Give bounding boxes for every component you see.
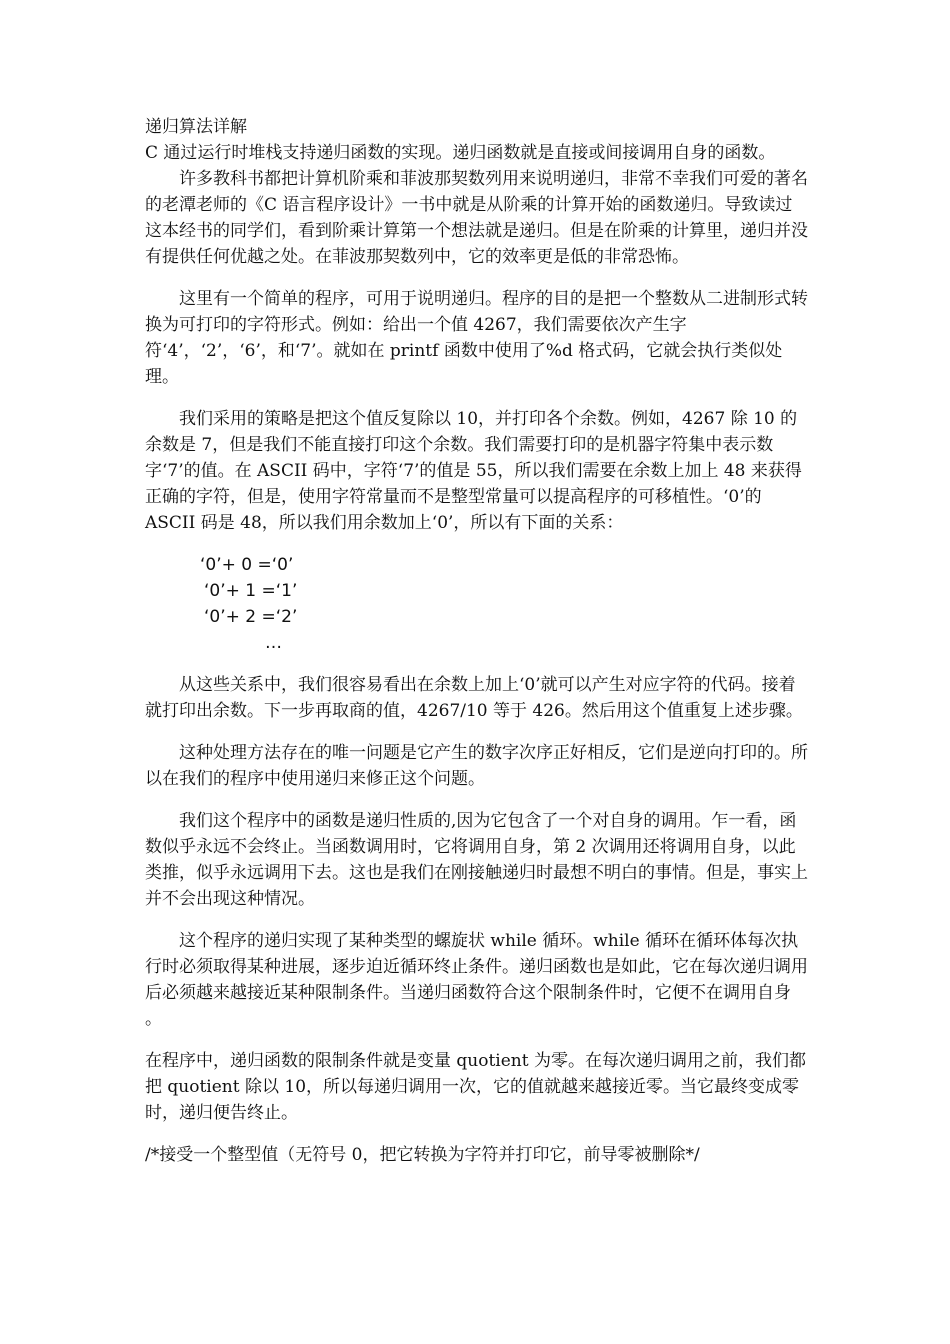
paragraph-intro: C 通过运行时堆栈支持递归函数的实现。递归函数就是直接或间接调用自身的函数。 [145, 143, 776, 163]
paragraph-spiral-while: 这个程序的递归实现了某种类型的螺旋状 while 循环。while 循环在循环体每次执行时必须取得某种进展，逐步迫近循环终止条件。递归函数也是如此，它在每次递归调用后必须越来越接近某种限制条件。当递归函数符合这个限制条件时，它便不在调用自身 。 [145, 931, 808, 1029]
paragraph-limit-condition: 在程序中，递归函数的限制条件就是变量 quotient 为零。在每次递归调用之前，我们都把 quotient 除以 10，所以每递归调用一次，它的值就越来越接近零。当它最终变成零时，递归便告终止。 [145, 1051, 806, 1123]
paragraph-reverse-order: 这种处理方法存在的唯一问题是它产生的数字次序正好相反，它们是逆向打印的。所以在我们的程序中使用递归来修正这个问题。 [145, 743, 808, 789]
code-comment: /*接受一个整型值（无符号 0，把它转换为字符并打印它，前导零被删除*/ [145, 1145, 700, 1165]
paragraph-recursive-nature: 我们这个程序中的函数是递归性质的,因为它包含了一个对自身的调用。乍一看，函数似乎永远不会终止。当函数调用时，它将调用自身，第 2 次调用还将调用自身，以此类推，似乎永远调用下去。这也是我们在刚接触递归时最想不明白的事情。但是，事实上并不会出现这种情况。 [145, 811, 808, 909]
paragraph-simple-program: 这里有一个简单的程序，可用于说明递归。程序的目的是把一个整数从二进制形式转换为可打印的字符形式。例如：给出一个值 4267，我们需要依次产生字符‘4’，‘2’，‘6’，和‘7’。就如在 printf 函数中使用了%d 格式码，它就会执行类似处理。 [145, 289, 808, 387]
formula-line: ‘0’+ 0 =‘0’ [200, 555, 294, 575]
document-title: 递归算法详解 [145, 117, 247, 137]
formula-line: ‘0’+ 2 =‘2’ [204, 607, 298, 627]
paragraph-strategy: 我们采用的策略是把这个值反复除以 10，并打印各个余数。例如，4267 除 10 的余数是 7，但是我们不能直接打印这个余数。我们需要打印的是机器字符集中表示数字‘7’的值。在 ASCII 码中，字符‘7’的值是 55，所以我们需要在余数上加上 48 来获得正确的字符，但是，使用字符常量而不是整型常量可以提高程序的可移植性。‘0’的 ASCII 码是 48，所以我们用余数加上‘0’，所以有下面的关系： [145, 409, 802, 533]
formula-line: ‘0’+ 1 =‘1’ [204, 581, 298, 601]
paragraph-relations: 从这些关系中，我们很容易看出在余数上加上‘0’就可以产生对应字符的代码。接着就打印出余数。下一步再取商的值，4267/10 等于 426。然后用这个值重复上述步骤。 [145, 675, 803, 721]
formula-ellipsis: … [265, 633, 282, 653]
paragraph-textbooks: 许多教科书都把计算机阶乘和菲波那契数列用来说明递归，非常不幸我们可爱的著名的老潭老师的《C 语言程序设计》一书中就是从阶乘的计算开始的函数递归。导致读过这本经书的同学们，看到阶乘计算第一个想法就是递归。但是在阶乘的计算里，递归并没有提供任何优越之处。在菲波那契数列中，它的效率更是低的非常恐怖。 [145, 169, 808, 267]
document-body [145, 114, 809, 1168]
